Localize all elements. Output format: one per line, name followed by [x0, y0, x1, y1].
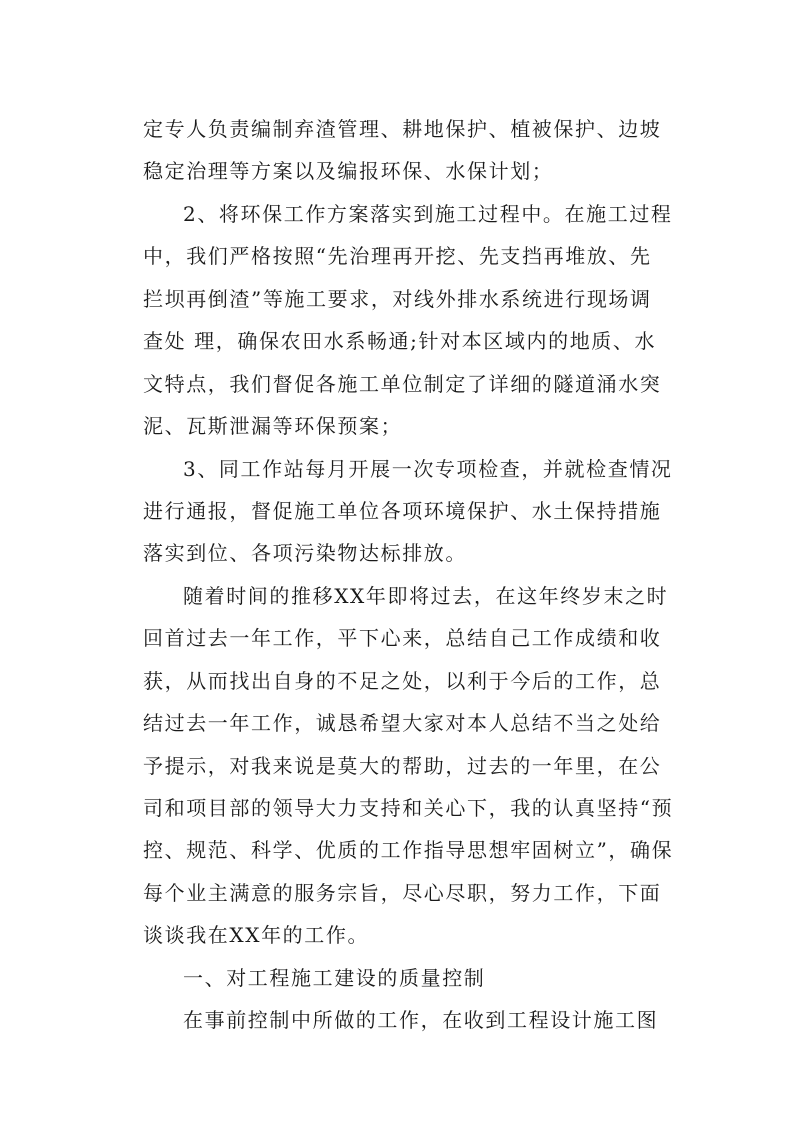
text-line: 中，我们严格按照“先治理再开挖、先支挡再堆放、先 [143, 244, 652, 269]
text-line: 一、对工程施工建设的质量控制 [183, 965, 486, 990]
text-line: 回首过去一年工作，平下心来，总结自己工作成绩和收 [143, 626, 662, 651]
text-line: 结过去一年工作，诚恳希望大家对本人总结不当之处给 [143, 711, 662, 736]
text-line: 3、同工作站每月开展一次专项检查，并就检查情况 [183, 456, 673, 481]
text-line: 泥、瓦斯泄漏等环保预案； [143, 414, 403, 439]
text-line: 进行通报，督促施工单位各项环境保护、水土保持措施 [143, 498, 662, 523]
text-line: 在事前控制中所做的工作，在收到工程设计施工图 [183, 1008, 659, 1033]
text-line: 文特点，我们督促各施工单位制定了详细的隧道涌水突 [143, 371, 662, 396]
text-line: 稳定治理等方案以及编报环保、水保计划； [143, 159, 554, 184]
text-line: 随着时间的推移XX年即将过去，在这年终岁末之时 [183, 583, 669, 608]
text-line: 获，从而找出自身的不足之处，以利于今后的工作，总 [143, 668, 662, 693]
text-line: 每个业主满意的服务宗旨，尽心尽职，努力工作，下面 [143, 880, 662, 905]
text-line: 查处 理，确保农田水系畅通;针对本区域内的地质、水 [143, 329, 657, 354]
text-line: 控、规范、科学、优质的工作指导思想牢固树立”，确保 [143, 838, 674, 863]
text-line: 拦坝再倒渣”等施工要求，对线外排水系统进行现场调 [143, 286, 652, 311]
body-text [143, 108, 674, 1042]
text-line: 定专人负责编制弃渣管理、耕地保护、植被保护、边坡 [143, 117, 662, 141]
text-line: 2、将环保工作方案落实到施工过程中。在施工过程 [183, 201, 673, 226]
text-line: 司和项目部的领导大力支持和关心下，我的认真坚持“预 [143, 796, 674, 820]
text-line: 予提示，对我来说是莫大的帮助，过去的一年里，在公 [143, 753, 662, 778]
text-line: 落实到位、各项污染物达标排放。 [143, 541, 467, 566]
text-line: 谈谈我在XX年的工作。 [143, 923, 370, 948]
